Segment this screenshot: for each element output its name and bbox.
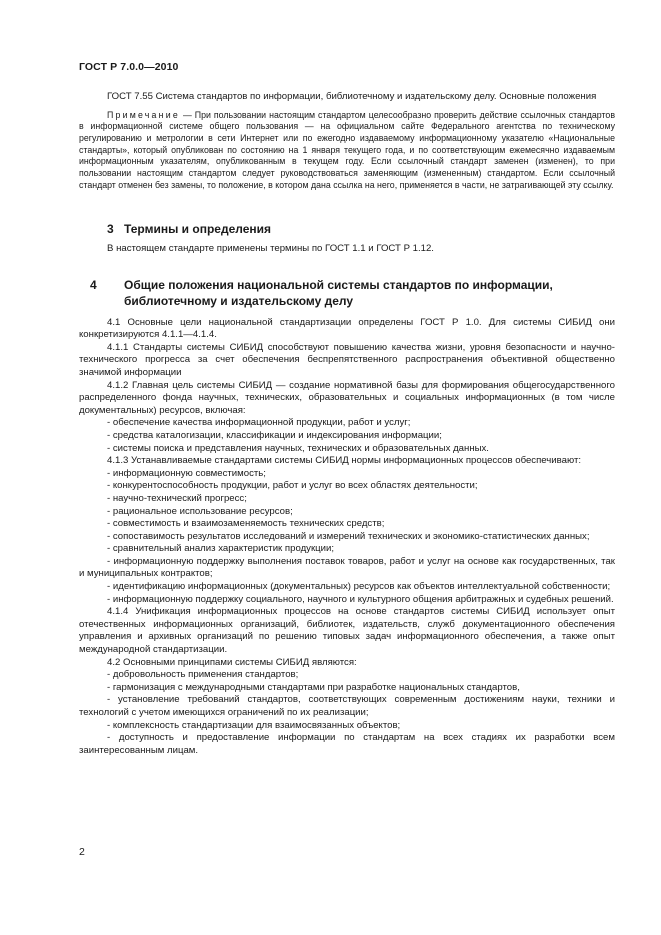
paragraph-4-2: 4.2 Основными принципами системы СИБИД являются: [107, 656, 357, 668]
list-item: - добровольность применения стандартов; [107, 669, 299, 681]
note-text: — При пользовании настоящим стандартом целесообразно проверить действие ссылочных стандартов в информационной системе общего пользования — на официальном сайте Федерального агентства по техническому регулированию и метрологии в сети Интернет или по ежегодно издаваемому информационному указателю «Национальные стандарты», который опубликован по состоянию на 1 января текущего года, и по соответствующим ежемесячно издаваемым информационным указателям, опубликованным в текущем году. Если ссылочный стандарт заменен (изменен), то при пользовании настоящим стандартом следует руководствоваться заменяющим (измененным) стандартом. Если ссылочный стандарт отменен без замены, то положение, в котором дана ссылка на него, применяется в части, не затрагивающей эту ссылку. [79, 109, 615, 190]
list-item: - комплексность стандартизации для взаимосвязанных объектов; [107, 719, 401, 731]
document-code: ГОСТ Р 7.0.0—2010 [79, 61, 179, 73]
section-3-heading [79, 221, 615, 238]
list-item: - обеспечение качества информационной продукции, работ и услуг; [107, 417, 411, 429]
paragraph-4-1-1: 4.1.1 Стандарты системы СИБИД способствуют повышению качества жизни, уровня безопасности и научно-технического прогресса за счет обеспечения беспрепятственного распространения объективной общественно значимой информации [79, 341, 615, 378]
list-item: - информационную поддержку социального, научного и культурного общения арбитражных и судебных решений. [107, 593, 614, 605]
page-content [79, 91, 615, 757]
section-4-number: 4 [90, 277, 97, 292]
section-4-title: Общие положения национальной системы стандартов по информации, библиотечному и издательскому делу [124, 277, 553, 309]
list-item: - идентификацию информационных (документальных) ресурсов как объектов интеллектуальной собственности; [107, 581, 611, 593]
list-item: - гармонизация с международными стандартами при разработке национальных стандартов, [107, 681, 520, 693]
section-4-heading [79, 277, 615, 310]
list-item: - конкурентоспособность продукции, работ и услуг во всех областях деятельности; [107, 480, 478, 492]
paragraph-4-1-2: 4.1.2 Главная цель системы СИБИД — создание нормативной базы для формирования общегосударственного распределенного фонда научных, технических, образовательных и социальных информационных (в том числе документальных) ресурсов, включая: [79, 379, 615, 416]
section-3-title: Термины и определения [124, 221, 272, 236]
list-item: - информационную поддержку выполнения поставок товаров, работ и услуг на основе как государственных, так и муниципальных контрактов; [79, 555, 615, 580]
note-paragraph [79, 110, 615, 192]
list-item: - научно-технический прогресс; [107, 492, 247, 504]
section-3-number: 3 [107, 221, 114, 236]
list-item: - установление требований стандартов, соответствующих современным достижениям науки, техники и технологий с учетом имеющихся ограничений по их реализации; [79, 694, 615, 719]
reference-gost-7-55: ГОСТ 7.55 Система стандартов по информации, библиотечному и издательскому делу. Основные положения [107, 91, 597, 102]
list-item: - рациональное использование ресурсов; [107, 505, 293, 517]
page-number: 2 [79, 846, 85, 858]
list-item: - системы поиска и представления научных, технических и образовательных данных. [107, 442, 489, 454]
list-item: - сравнительный анализ характеристик продукции; [107, 543, 335, 555]
paragraph-4-1-4: 4.1.4 Унификация информационных процессов на основе стандартов системы СИБИД использует опыт отечественных информационных организаций, библиотек, издательств, служб документационного обеспечения управления и архивных организаций по решению типовых задач информационного обеспечения, а также опыт международной стандартизации. [79, 606, 615, 656]
paragraph-4-1-3: 4.1.3 Устанавливаемые стандартами системы СИБИД нормы информационных процессов обеспечивают: [107, 455, 582, 467]
paragraph-4-1: 4.1 Основные цели национальной стандартизации определены ГОСТ Р 1.0. Для системы СИБИД они конкретизируются 4.1.1—4.1.4. [79, 316, 615, 341]
list-item: - информационную совместимость; [107, 467, 266, 479]
note-label: Примечание [107, 109, 180, 120]
list-item: - доступность и предоставление информации по стандартам на всех стадиях их разработки всем заинтересованным лицам. [79, 732, 615, 756]
section-3-text: В настоящем стандарте применены термины по ГОСТ 1.1 и ГОСТ Р 1.12. [107, 243, 434, 255]
list-item: - сопоставимость результатов исследований и измерений технических и экономико-статистических данных; [107, 530, 590, 542]
list-item: - средства каталогизации, классификации и индексирования информации; [107, 429, 442, 441]
list-item: - совместимость и взаимозаменяемость технических средств; [107, 518, 385, 530]
